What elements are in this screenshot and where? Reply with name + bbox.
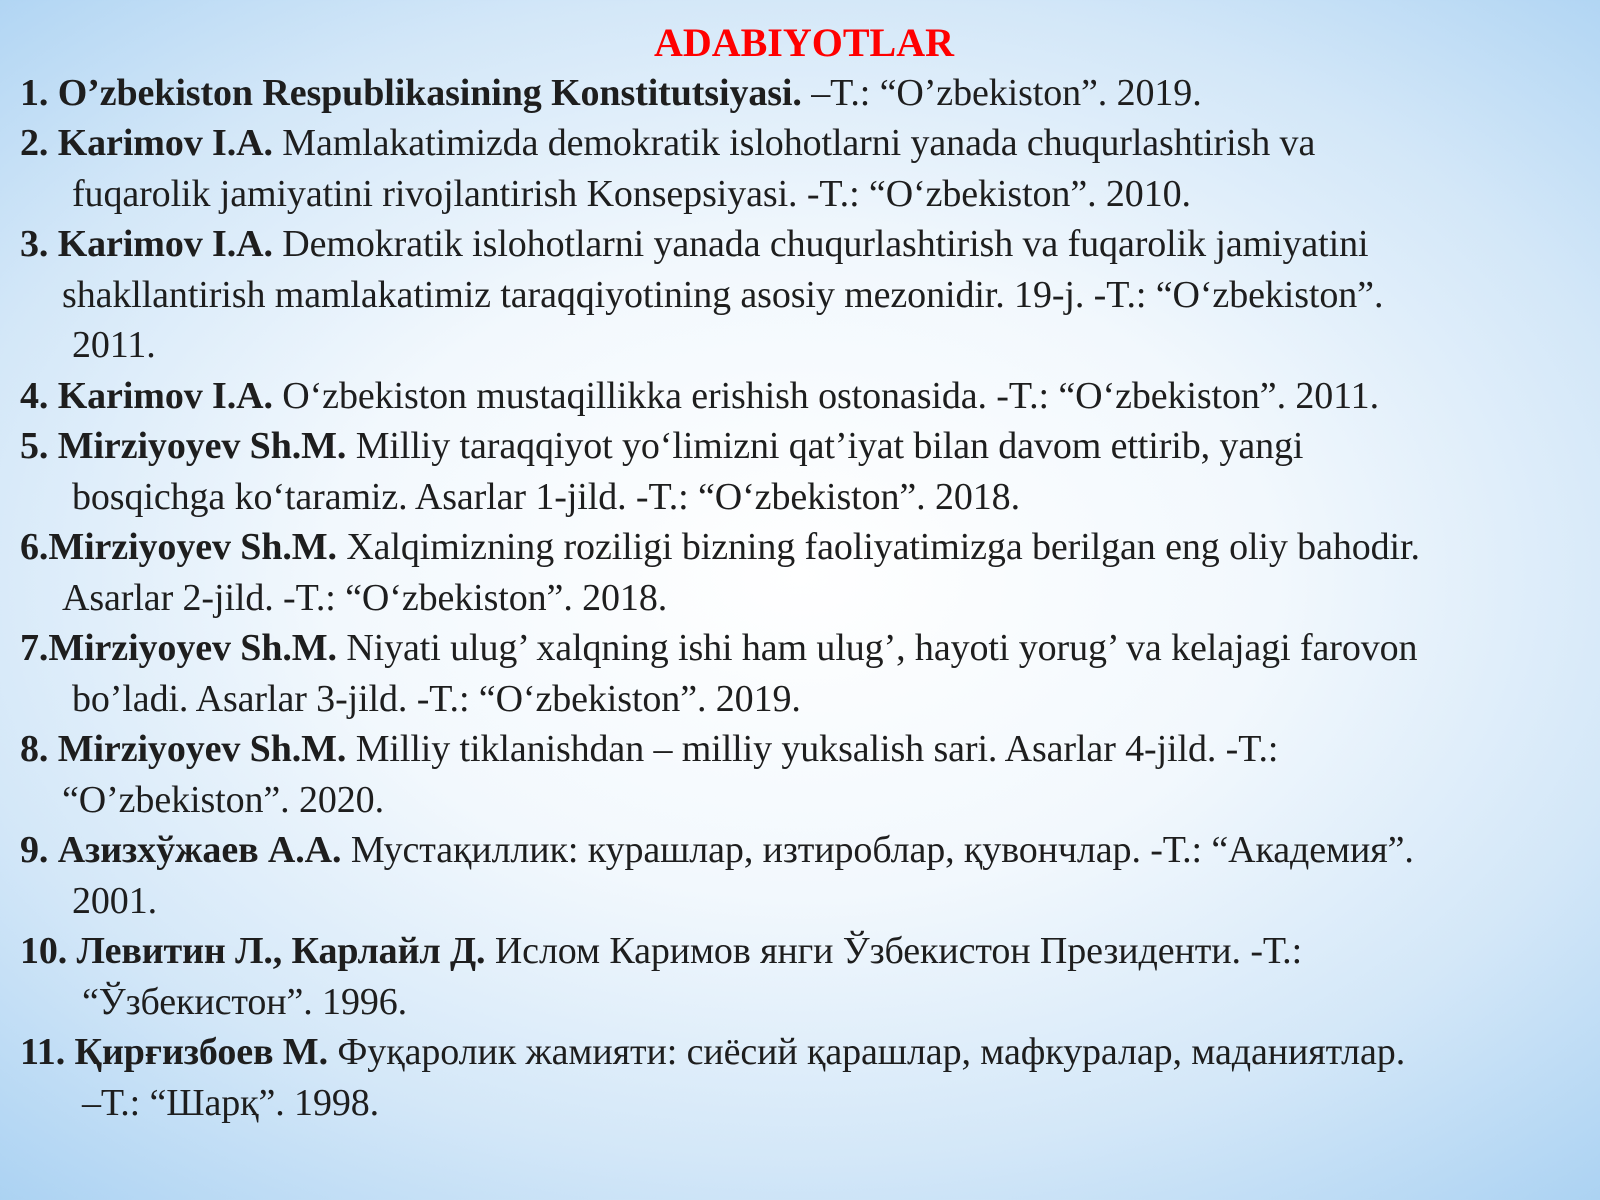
reference-text: Mamlakatimizda demokratik islohotlarni yanada chuqurlashtirish va <box>272 122 1316 164</box>
reference-number: 9. <box>20 829 58 871</box>
reference-entry-1 <box>20 68 1202 119</box>
reference-line <box>20 68 1202 119</box>
reference-entry-6 <box>20 522 1420 623</box>
reference-entry-11 <box>20 1027 1405 1128</box>
reference-text: Xalqimizning roziligi bizning faoliyatimizga berilgan eng oliy bahodir. <box>336 526 1420 568</box>
reference-number: 4. <box>20 375 58 417</box>
reference-author: Қирғизбоев М. <box>74 1031 328 1073</box>
reference-entry-5 <box>20 421 1303 522</box>
reference-entry-7 <box>20 623 1417 724</box>
reference-number: 11. <box>20 1031 75 1073</box>
reference-text: 2001. <box>72 879 158 922</box>
reference-text: –T.: “O’zbekiston”. 2019. <box>801 72 1202 114</box>
reference-text: “Ўзбекистон”. 1996. <box>82 980 408 1023</box>
reference-line <box>20 1027 1405 1078</box>
reference-number: 7. <box>20 627 49 669</box>
reference-entry-10 <box>20 926 1302 1027</box>
reference-text: Мустақиллик: курашлар, изтироблар, қувончлар. -Т.: “Академия”. <box>341 829 1414 871</box>
reference-text: Milliy taraqqiyot yo‘limizni qat’iyat bilan davom ettirib, yangi <box>346 425 1304 467</box>
reference-entry-8 <box>20 724 1278 825</box>
reference-entry-3 <box>20 219 1383 371</box>
reference-entry-9 <box>20 825 1414 926</box>
reference-text: Фуқаролик жамияти: сиёсий қарашлар, мафкуралар, маданиятлар. <box>327 1031 1406 1073</box>
reference-text: shakllantirish mamlakatimiz taraqqiyotining asosiy mezonidir. 19-j. -T.: “O‘zbekiston”. <box>62 273 1384 316</box>
reference-line <box>20 623 1417 674</box>
reference-text: Asarlar 2-jild. -T.: “O‘zbekiston”. 2018. <box>62 576 668 619</box>
reference-number: 8. <box>20 728 58 770</box>
page-title: ADABIYOTLAR <box>653 20 955 65</box>
reference-text: Demokratik islohotlarni yanada chuqurlashtirish va fuqarolik jamiyatini <box>272 223 1369 265</box>
reference-line <box>20 825 1414 876</box>
reference-line <box>20 421 1303 472</box>
reference-text: “O’zbekiston”. 2020. <box>62 778 384 821</box>
reference-text: Niyati ulug’ xalqning ishi ham ulug’, hayoti yorug’ va kelajagi farovon <box>336 627 1418 669</box>
reference-text: Milliy tiklanishdan – milliy yuksalish sari. Asarlar 4-jild. -T.: <box>346 728 1279 770</box>
reference-text: fuqarolik jamiyatini rivojlantirish Konsepsiyasi. -T.: “O‘zbekiston”. 2010. <box>72 172 1191 215</box>
reference-line <box>20 724 1278 775</box>
reference-entry-2 <box>20 118 1315 219</box>
reference-line <box>20 219 1383 270</box>
reference-number: 3. <box>20 223 58 265</box>
reference-text: bosqichga ko‘taramiz. Asarlar 1-jild. -T.: “O‘zbekiston”. 2018. <box>72 475 1020 518</box>
reference-author: Mirziyoyev Sh.M. <box>57 425 347 467</box>
reference-author: Mirziyoyev Sh.M. <box>57 728 347 770</box>
reference-number: 1. <box>20 72 58 114</box>
reference-number: 5. <box>20 425 58 467</box>
reference-text: 2011. <box>72 324 156 367</box>
reference-author: Mirziyoyev Sh.M. <box>48 627 337 669</box>
reference-author: Mirziyoyev Sh.M. <box>48 526 337 568</box>
reference-text: Ислом Каримов янги Ўзбекистон Президенти. -Т.: <box>485 930 1303 972</box>
reference-text: O‘zbekiston mustaqillikka erishish ostonasida. -T.: “O‘zbekiston”. 2011. <box>272 375 1379 417</box>
reference-line <box>20 522 1420 573</box>
reference-text: bo’ladi. Asarlar 3-jild. -T.: “O‘zbekiston”. 2019. <box>72 677 801 720</box>
reference-author: Karimov I.A. <box>57 223 273 265</box>
reference-number: 6. <box>20 526 49 568</box>
reference-author: Левитин Л., Карлайл Д. <box>76 930 486 972</box>
reference-author: O’zbekiston Respublikasining Konstitutsiyasi. <box>57 72 802 114</box>
reference-entry-4 <box>20 371 1379 422</box>
reference-line <box>20 926 1302 977</box>
reference-line <box>20 118 1315 169</box>
reference-author: Азизхўжаев А.А. <box>57 829 342 871</box>
reference-text: –Т.: “Шарқ”. 1998. <box>82 1081 380 1124</box>
reference-number: 10. <box>20 930 77 972</box>
reference-author: Karimov I.A. <box>57 122 273 164</box>
reference-number: 2. <box>20 122 58 164</box>
reference-author: Karimov I.A. <box>57 375 273 417</box>
reference-line <box>20 371 1379 422</box>
